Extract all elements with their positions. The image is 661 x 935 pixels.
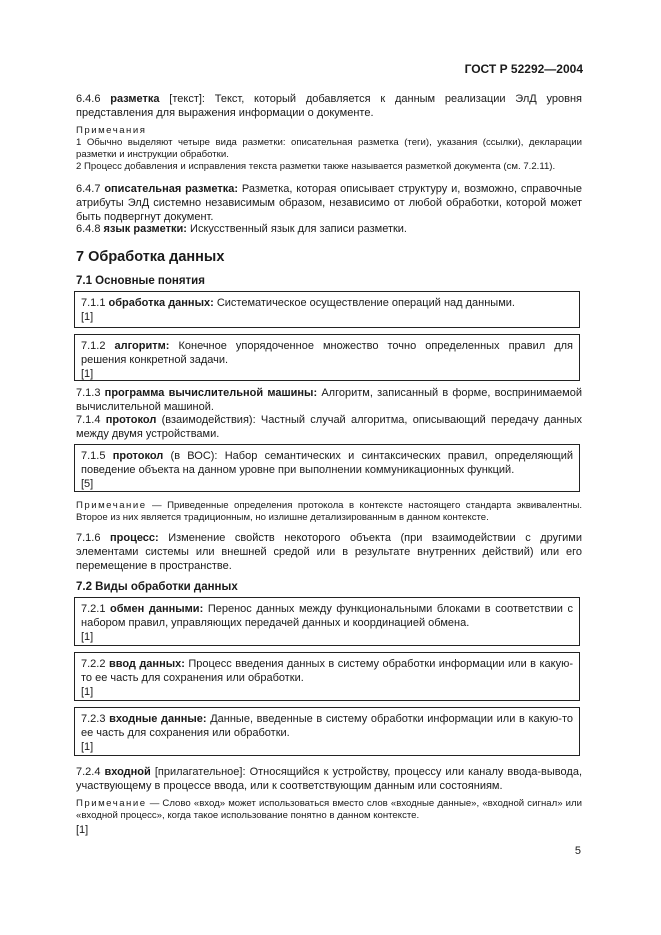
term-number: 7.1.2 xyxy=(81,340,106,352)
term-qualifier: (взаимодействия): xyxy=(161,414,256,426)
note-item: 1 Обычно выделяют четыре вида разметки: описательная разметка (теги), указания (ссылки), декларации разметки и инструкции обработки. xyxy=(76,137,582,160)
term-number: 7.1.4 xyxy=(76,414,101,426)
term-box-7-2-1 xyxy=(74,597,580,646)
term-name: разметка xyxy=(110,93,160,105)
note-7-1-5 xyxy=(76,500,582,524)
term-number: 7.2.2 xyxy=(81,658,106,670)
term-name: протокол xyxy=(112,450,164,462)
term-definition: Данные, введенные в систему обработки информации или в какую-то ее часть для сохранения или обработки. xyxy=(81,713,574,739)
term-qualifier: [текст]: xyxy=(169,93,205,105)
term-reference: [1] xyxy=(81,631,94,643)
term-definition: Изменение свойств некоторого объекта (при взаимодействии с другими элементами системы или внешней средой или в результате внутренних действий) или его перемещение в пространстве. xyxy=(76,532,582,572)
term-reference: [5] xyxy=(81,478,94,490)
term-box-7-2-3 xyxy=(74,707,580,756)
term-definition: Систематическое осуществление операций над данными. xyxy=(216,297,515,309)
note-text: — Приведенные определения протокола в контексте настоящего стандарта эквивалентны. Второе из них является традиционным, но излишне детализированным в данном контексте. xyxy=(76,500,583,523)
document-id: ГОСТ Р 52292—2004 xyxy=(464,62,583,76)
term-reference: [1] xyxy=(76,824,89,836)
term-name: входной xyxy=(104,766,151,778)
term-definition: Искусственный язык для записи разметки. xyxy=(190,223,407,235)
section-heading: 7 Обработка данных xyxy=(76,249,225,265)
term-name: алгоритм: xyxy=(114,340,170,352)
term-reference: [1] xyxy=(81,741,94,753)
term-name: входные данные: xyxy=(109,713,207,725)
term-number: 7.2.4 xyxy=(76,766,101,778)
term-6-4-8 xyxy=(76,222,582,236)
term-definition: Процесс введения данных в систему обработки информации или в какую-то ее часть для сохранения или обработки. xyxy=(81,658,573,684)
term-7-1-3 xyxy=(76,386,582,414)
term-box-7-1-1 xyxy=(74,291,580,328)
term-definition: Алгоритм, записанный в форме, воспринимаемой вычислительной машиной. xyxy=(76,387,582,413)
term-box-7-1-5 xyxy=(74,444,580,492)
term-6-4-7 xyxy=(76,182,582,224)
note-heading: Примечание xyxy=(76,798,147,809)
term-number: 6.4.6 xyxy=(76,93,101,105)
term-box-7-1-2 xyxy=(74,334,580,381)
term-definition: Текст, который добавляется к данным реализации ЭлД уровня представления для выражения информации о документе. xyxy=(76,93,582,119)
subsection-heading: 7.2 Виды обработки данных xyxy=(76,581,238,593)
term-definition: Набор семантических и синтаксических правил, определяющий поведение объекта на данном уровне при выполнении коммуникационных функций. xyxy=(81,450,574,476)
page-number: 5 xyxy=(574,845,581,857)
term-reference: [1] xyxy=(81,311,94,323)
term-definition: Перенос данных между функциональными блоками в соответствии с набором правил, управляющих передачей данных и координацией обмена. xyxy=(81,603,573,629)
term-name: обработка данных: xyxy=(108,297,214,309)
subsection-heading: 7.1 Основные понятия xyxy=(76,275,205,287)
term-box-7-2-2 xyxy=(74,652,580,701)
term-definition: Конечное упорядоченное множество точно определенных правил для решения конкретной задачи. xyxy=(81,340,573,366)
term-number: 7.1.5 xyxy=(81,450,106,462)
term-definition: Относящийся к устройству, процессу или каналу ввода-вывода, участвующему в процессе ввода, или к соответствующим данным или состояниям. xyxy=(76,766,582,792)
note-item: 2 Процесс добавления и исправления текста разметки также называется разметкой документа (см. 7.2.11). xyxy=(76,161,556,172)
term-definition: Частный случай алгоритма, описывающий передачу данных между двумя устройствами. xyxy=(76,414,582,440)
term-name: ввод данных: xyxy=(108,658,185,670)
term-number: 6.4.7 xyxy=(76,183,101,195)
note-heading: Примечание xyxy=(76,500,147,511)
notes-6-4-6 xyxy=(76,125,582,173)
term-qualifier: (в ВОС): xyxy=(170,450,218,462)
term-6-4-6 xyxy=(76,92,582,120)
term-7-2-4 xyxy=(76,765,582,793)
term-number: 7.1.1 xyxy=(81,297,106,309)
term-reference: [1] xyxy=(81,686,94,698)
term-name: описательная разметка: xyxy=(104,183,239,195)
term-number: 7.1.6 xyxy=(76,532,101,544)
term-name: протокол xyxy=(105,414,157,426)
term-number: 6.4.8 xyxy=(76,223,101,235)
term-name: язык разметки: xyxy=(103,223,187,235)
term-name: обмен данными: xyxy=(110,603,204,615)
note-7-2-4 xyxy=(76,798,582,837)
term-number: 7.1.3 xyxy=(76,387,101,399)
term-qualifier: [прилагательное]: xyxy=(154,766,246,778)
term-number: 7.2.1 xyxy=(81,603,106,615)
term-7-1-4 xyxy=(76,413,582,441)
term-name: программа вычислительной машины: xyxy=(104,387,318,399)
note-heading: Примечания xyxy=(76,125,147,136)
term-reference: [1] xyxy=(81,368,94,380)
term-number: 7.2.3 xyxy=(81,713,106,725)
term-7-1-6 xyxy=(76,531,582,573)
term-name: процесс: xyxy=(109,532,159,544)
note-text: — Слово «вход» может использоваться вместо слов «входные данные», «входной сигнал» или «входной процесс», когда такое использование понятно в данном контексте. xyxy=(76,798,582,821)
term-definition: Разметка, которая описывает структуру и, возможно, справочные атрибуты ЭлД системно независимым образом, независимо от любой обработки, которой может быть подвергнут документ. xyxy=(76,183,582,223)
